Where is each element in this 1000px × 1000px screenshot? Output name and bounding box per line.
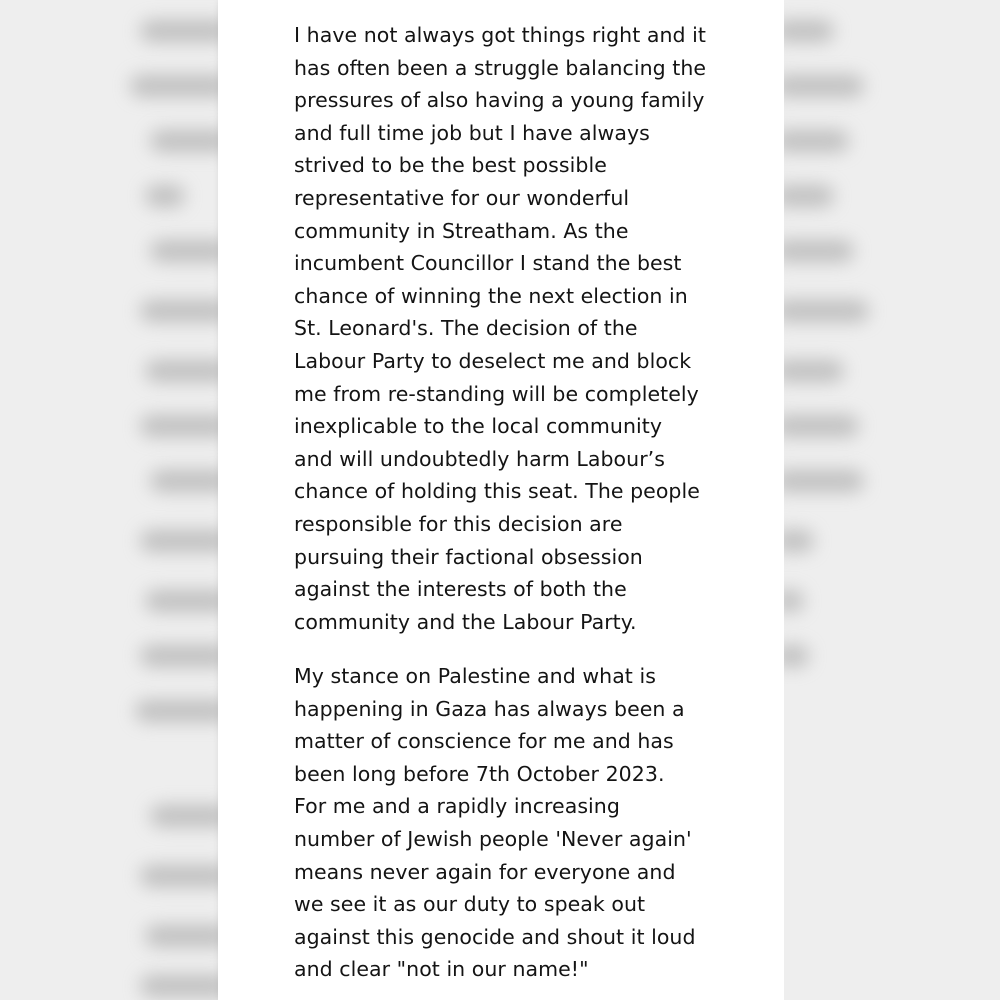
- text-line: we see it as our duty to speak out: [294, 892, 646, 917]
- text-line: and full time job but I have always: [294, 120, 650, 145]
- paragraph-1: [294, 19, 754, 638]
- text-line: St. Leonard's. The decision of the: [294, 316, 638, 341]
- text-line: happening in Gaza has always been a: [294, 696, 685, 721]
- text-line: number of Jewish people 'Never again': [294, 826, 692, 851]
- text-line: means never again for everyone and: [294, 859, 676, 884]
- text-line: representative for our wonderful: [294, 185, 630, 210]
- blurred-right-margin: [784, 0, 1000, 1000]
- text-line: inexplicable to the local community: [294, 414, 663, 439]
- text-line: against the interests of both the: [294, 577, 627, 602]
- text-line: pressures of also having a young family: [294, 88, 705, 113]
- text-line: matter of conscience for me and has: [294, 729, 674, 754]
- letter-page: [218, 0, 784, 1000]
- text-line: I have not always got things right and it: [294, 23, 706, 47]
- text-line: Labour Party to deselect me and block: [294, 348, 692, 373]
- text-line: responsible for this decision are: [294, 511, 623, 536]
- text-line: My stance on Palestine and what is: [294, 664, 656, 688]
- text-line: strived to be the best possible: [294, 153, 607, 178]
- text-line: For me and a rapidly increasing: [294, 794, 620, 819]
- text-line: been long before 7th October 2023.: [294, 761, 665, 786]
- text-line: and will undoubtedly harm Labour’s: [294, 446, 665, 471]
- text-line: and clear "not in our name!": [294, 957, 589, 982]
- text-line: against this genocide and shout it loud: [294, 924, 696, 949]
- text-line: community in Streatham. As the: [294, 218, 629, 243]
- paragraph-2: [294, 660, 754, 986]
- text-line: incumbent Councillor I stand the best: [294, 251, 682, 276]
- text-line: chance of winning the next election in: [294, 283, 688, 308]
- blurred-left-margin: [0, 0, 218, 1000]
- text-line: community and the Labour Party.: [294, 609, 637, 634]
- text-line: me from re-standing will be completely: [294, 381, 699, 406]
- text-line: has often been a struggle balancing the: [294, 55, 707, 80]
- text-line: chance of holding this seat. The people: [294, 479, 700, 504]
- text-line: pursuing their factional obsession: [294, 544, 643, 569]
